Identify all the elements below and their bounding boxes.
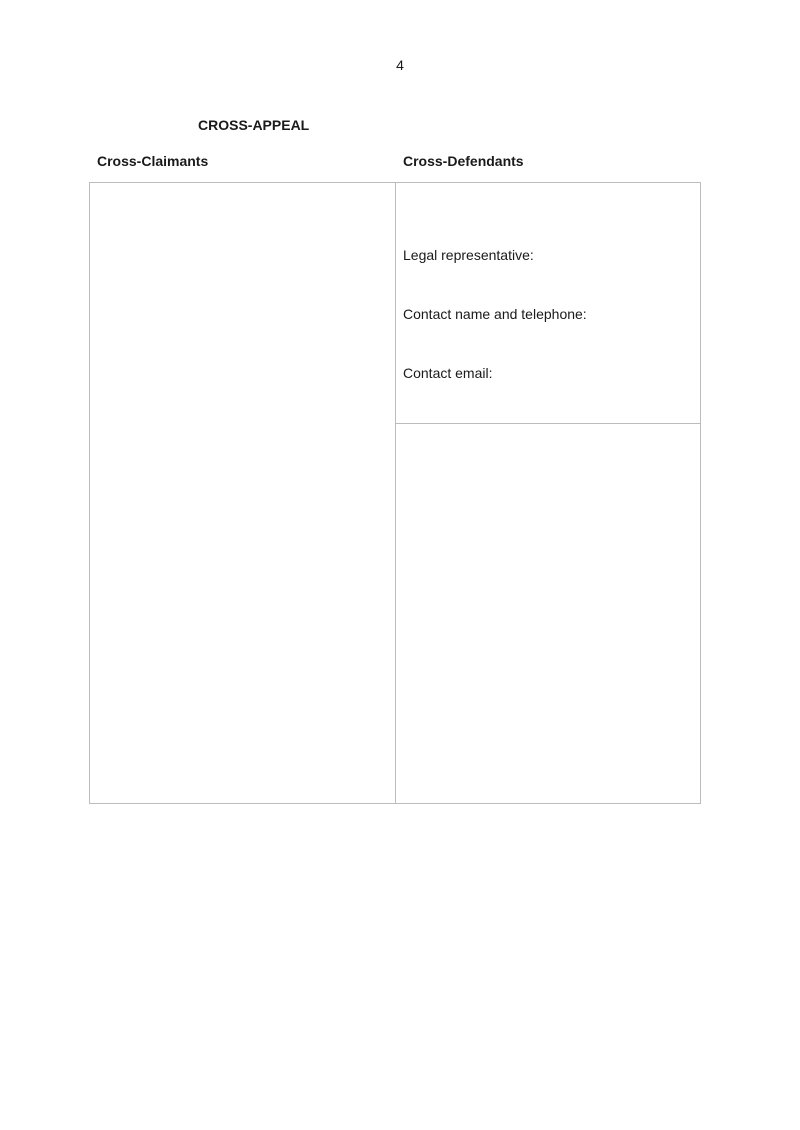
legal-representative-label: Legal representative: xyxy=(403,247,534,263)
page-number: 4 xyxy=(396,57,404,73)
cross-defendants-additional-cell[interactable] xyxy=(396,424,700,803)
cross-defendants-details-cell[interactable] xyxy=(396,183,700,424)
cross-claimants-cell[interactable] xyxy=(90,183,396,803)
cross-claimants-header: Cross-Claimants xyxy=(97,153,209,169)
cross-appeal-table xyxy=(89,182,701,804)
contact-email-label: Contact email: xyxy=(403,365,493,381)
contact-name-telephone-label: Contact name and telephone: xyxy=(403,306,587,322)
section-heading: CROSS-APPEAL xyxy=(198,117,310,133)
cross-defendants-header: Cross-Defendants xyxy=(403,153,524,169)
